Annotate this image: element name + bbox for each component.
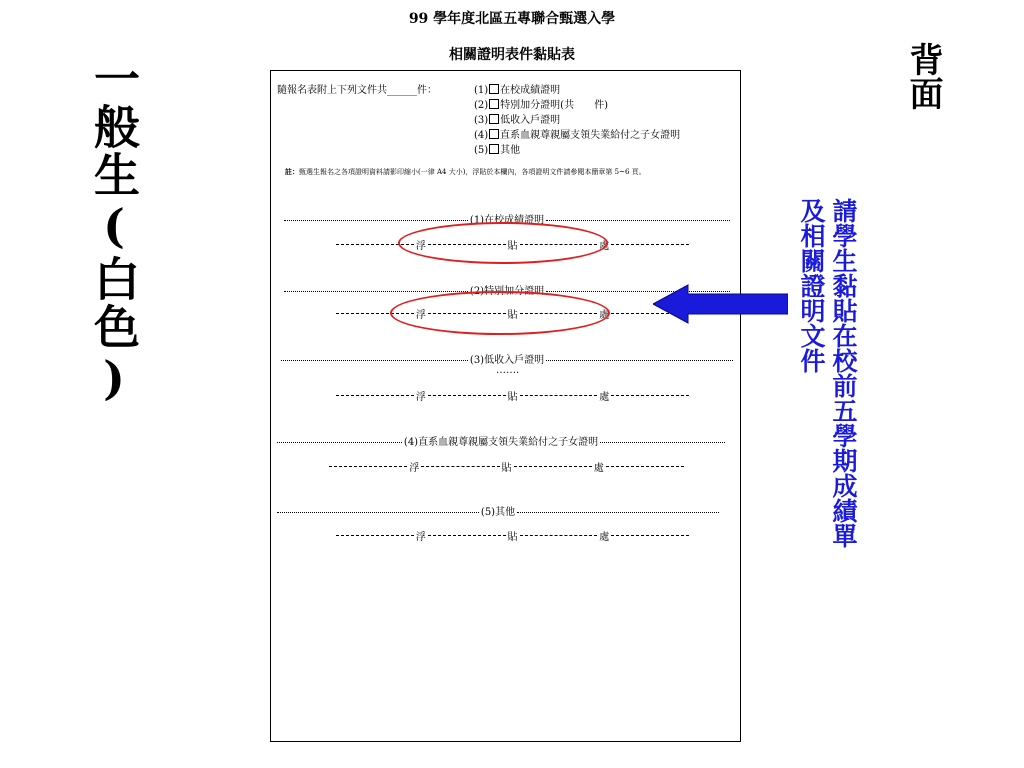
instruction-line-1: 請學生黏貼在校前五學期成績單 — [829, 198, 858, 548]
paste-word: 浮 — [415, 392, 426, 403]
paste-area-line — [329, 459, 684, 474]
paste-word: 貼 — [507, 532, 518, 543]
document-subtitle: 相關證明表件黏貼表 — [449, 47, 575, 63]
checkbox-icon — [489, 99, 499, 109]
arrow-left-icon — [653, 284, 788, 324]
back-side-label: 背面 — [903, 42, 943, 110]
option-number: (2) — [474, 100, 489, 111]
instruction-line-2: 及相關證明文件 — [797, 198, 826, 373]
option-number: (3) — [474, 115, 489, 126]
paste-word: 貼 — [507, 241, 518, 252]
paste-word: 浮 — [415, 532, 426, 543]
paste-word: 處 — [599, 532, 610, 543]
option-label: 在校成績證明 — [500, 85, 561, 96]
checkbox-icon — [489, 129, 499, 139]
paste-word: 處 — [593, 463, 604, 474]
option-item — [474, 111, 560, 126]
section-title-continuation: ……. — [496, 365, 520, 376]
highlight-ellipse — [398, 222, 608, 264]
section-title: (4)直系血親尊親屬支領失業給付之子女證明 — [403, 437, 599, 448]
section-title: (1)在校成績證明 — [469, 215, 545, 226]
student-type-label: 一般生(白色) — [87, 55, 141, 407]
paste-word: 浮 — [415, 241, 426, 252]
checkbox-icon — [489, 84, 499, 94]
option-label: 其他 — [500, 145, 521, 156]
option-label: 直系血親尊親屬支領失業給付之子女證明 — [500, 130, 681, 141]
option-label: 低收入戶證明 — [500, 115, 561, 126]
section-title: (3)低收入戶證明 — [469, 355, 545, 366]
option-number: (5) — [474, 145, 489, 156]
paste-word: 貼 — [507, 310, 518, 321]
paste-area-line — [336, 388, 689, 403]
attachment-count-label: 隨報名表附上下列文件共______件： — [277, 85, 437, 96]
paste-word: 浮 — [409, 463, 420, 474]
option-label: 特別加分證明(共 件) — [500, 100, 608, 111]
note-text: 甄選生報名之各項證明資料請影印縮小(一律 A4 大小)，浮貼於本欄內，各項證明文件請參閱本簡章第 5~6 頁。 — [299, 168, 646, 176]
paste-word: 處 — [599, 310, 610, 321]
section-title: (5)其他 — [480, 507, 516, 518]
highlight-ellipse — [390, 291, 610, 335]
paste-word: 處 — [599, 241, 610, 252]
paste-word: 浮 — [415, 310, 426, 321]
option-number: (4) — [474, 130, 489, 141]
form-box — [270, 70, 741, 742]
paste-word: 貼 — [507, 392, 518, 403]
section-title-line — [281, 351, 733, 366]
paste-word: 處 — [599, 392, 610, 403]
paste-word: 貼 — [501, 463, 512, 474]
checkbox-icon — [489, 114, 499, 124]
section-title-line — [277, 503, 719, 518]
note — [285, 167, 646, 177]
document-title: 99 學年度北區五專聯合甄選入學 — [408, 11, 616, 27]
checkbox-icon — [489, 144, 499, 154]
option-item — [474, 81, 560, 96]
note-label: 註： — [285, 167, 299, 176]
option-item — [474, 126, 680, 141]
section-title: (2)特別加分證明 — [469, 286, 545, 297]
option-item — [474, 141, 520, 156]
option-number: (1) — [474, 85, 489, 96]
paste-area-line — [336, 528, 689, 543]
option-item — [474, 96, 608, 111]
section-title-line — [277, 433, 725, 448]
